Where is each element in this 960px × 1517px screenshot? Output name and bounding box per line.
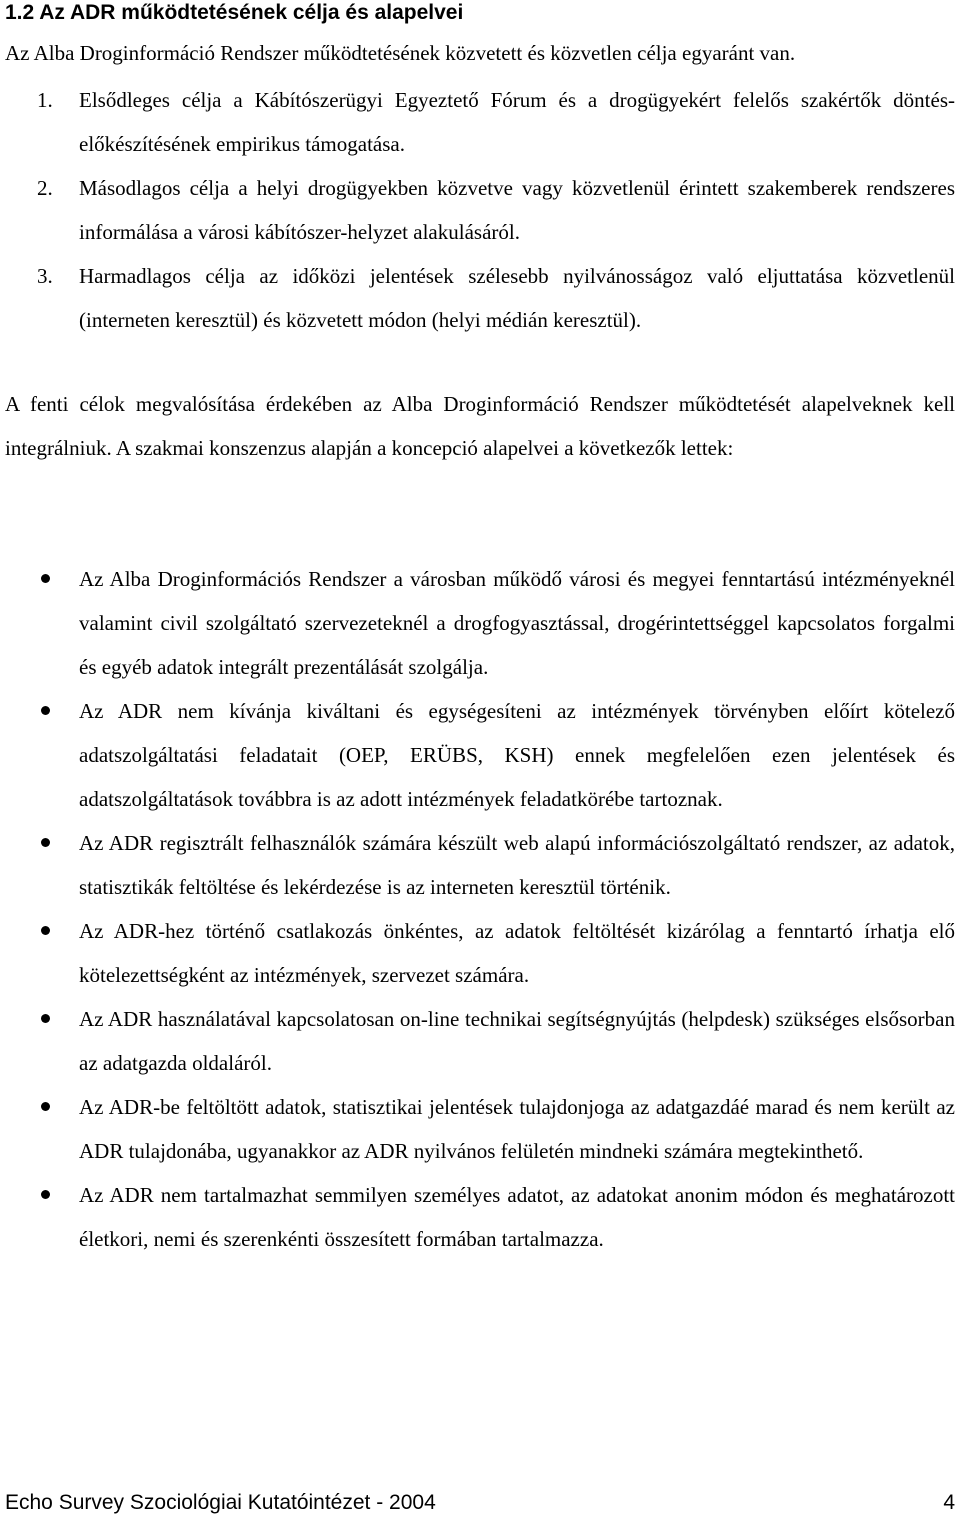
principles-list [37, 557, 955, 1261]
bullet-icon [41, 838, 50, 847]
principle-text: Az Alba Droginformációs Rendszer a városban működő városi és megyei fenntartású intézményeknél valamint civil szolgáltató szervezeteknél a drogfogyasztással, drogérintettséggel kapcsolatos forgalmi és egyéb adatok integrált prezentálását szolgálja. [79, 567, 955, 679]
principle-item [37, 1173, 955, 1261]
bullet-icon [41, 926, 50, 935]
bullet-icon [41, 574, 50, 583]
principle-text: Az ADR-hez történő csatlakozás önkéntes, az adatok feltöltését kizárólag a fenntartó írhatja elő kötelezettségként az intézmények, szervezet számára. [79, 919, 955, 987]
goal-text: Harmadlagos célja az időközi jelentések szélesebb nyilvánosságoz való eljuttatása közvetlenül (interneten keresztül) és közvetett módon (helyi médián keresztül). [79, 264, 955, 332]
principle-text: Az ADR nem tartalmazhat semmilyen személyes adatot, az adatokat anonim módon és meghatározott életkori, nemi és szerenkénti összesített formában tartalmazza. [79, 1183, 955, 1251]
goal-text: Másodlagos célja a helyi drogügyekben közvetve vagy közvetlenül érintett szakemberek rendszeres informálása a városi kábítószer-helyzet alakulásáról. [79, 176, 955, 244]
principles-intro-paragraph: A fenti célok megvalósítása érdekében az Alba Droginformáció Rendszer működtetését alapelveknek kell integrálniuk. A szakmai konszenzus alapján a koncepció alapelvei a következők lettek: [5, 392, 955, 460]
goal-number: 3. [37, 264, 53, 288]
goal-number: 1. [37, 88, 53, 112]
bullet-icon [41, 1190, 50, 1199]
bullet-icon [41, 706, 50, 715]
principle-item [37, 557, 955, 689]
page-footer [5, 1490, 955, 1516]
section-heading: 1.2 Az ADR működtetésének célja és alapelvei [5, 1, 464, 24]
goal-number: 2. [37, 176, 53, 200]
page-number: 4 [943, 1491, 955, 1514]
goal-text: Elsődleges célja a Kábítószerügyi Egyeztető Fórum és a drogügyekért felelős szakértők döntés-előkészítésének empirikus támogatása. [79, 88, 955, 156]
principle-item [37, 689, 955, 821]
principle-item [37, 997, 955, 1085]
principle-item [37, 821, 955, 909]
principle-text: Az ADR nem kívánja kiváltani és egységesíteni az intézmények törvényben előírt kötelező adatszolgáltatási feladatait (OEP, ERÜBS, KSH) ennek megfelelően ezen jelentések és adatszolgáltatások továbbra is az adott intézmények feladatkörébe tartoznak. [79, 699, 955, 811]
principle-text: Az ADR-be feltöltött adatok, statisztikai jelentések tulajdonjoga az adatgazdáé marad és nem került az ADR tulajdonába, ugyanakkor az ADR nyilvános felületén mindneki számára megtekinthető. [79, 1095, 955, 1163]
goal-item [37, 78, 955, 166]
bullet-icon [41, 1014, 50, 1023]
goal-item [37, 254, 955, 342]
footer-publisher: Echo Survey Szociológiai Kutatóintézet - 2004 [5, 1491, 436, 1514]
goals-list [37, 78, 955, 342]
bullet-icon [41, 1102, 50, 1111]
principle-text: Az ADR regisztrált felhasználók számára készült web alapú információszolgáltató rendszer, az adatok, statisztikák feltöltése és lekérdezése is az interneten keresztül történik. [79, 831, 955, 899]
goal-item [37, 166, 955, 254]
intro-sentence: Az Alba Droginformáció Rendszer működtetésének közvetett és közvetlen célja egyaránt van. [5, 41, 796, 65]
principle-text: Az ADR használatával kapcsolatosan on-line technikai segítségnyújtás (helpdesk) szükséges elsősorban az adatgazda oldaláról. [79, 1007, 955, 1075]
principle-item [37, 909, 955, 997]
principle-item [37, 1085, 955, 1173]
